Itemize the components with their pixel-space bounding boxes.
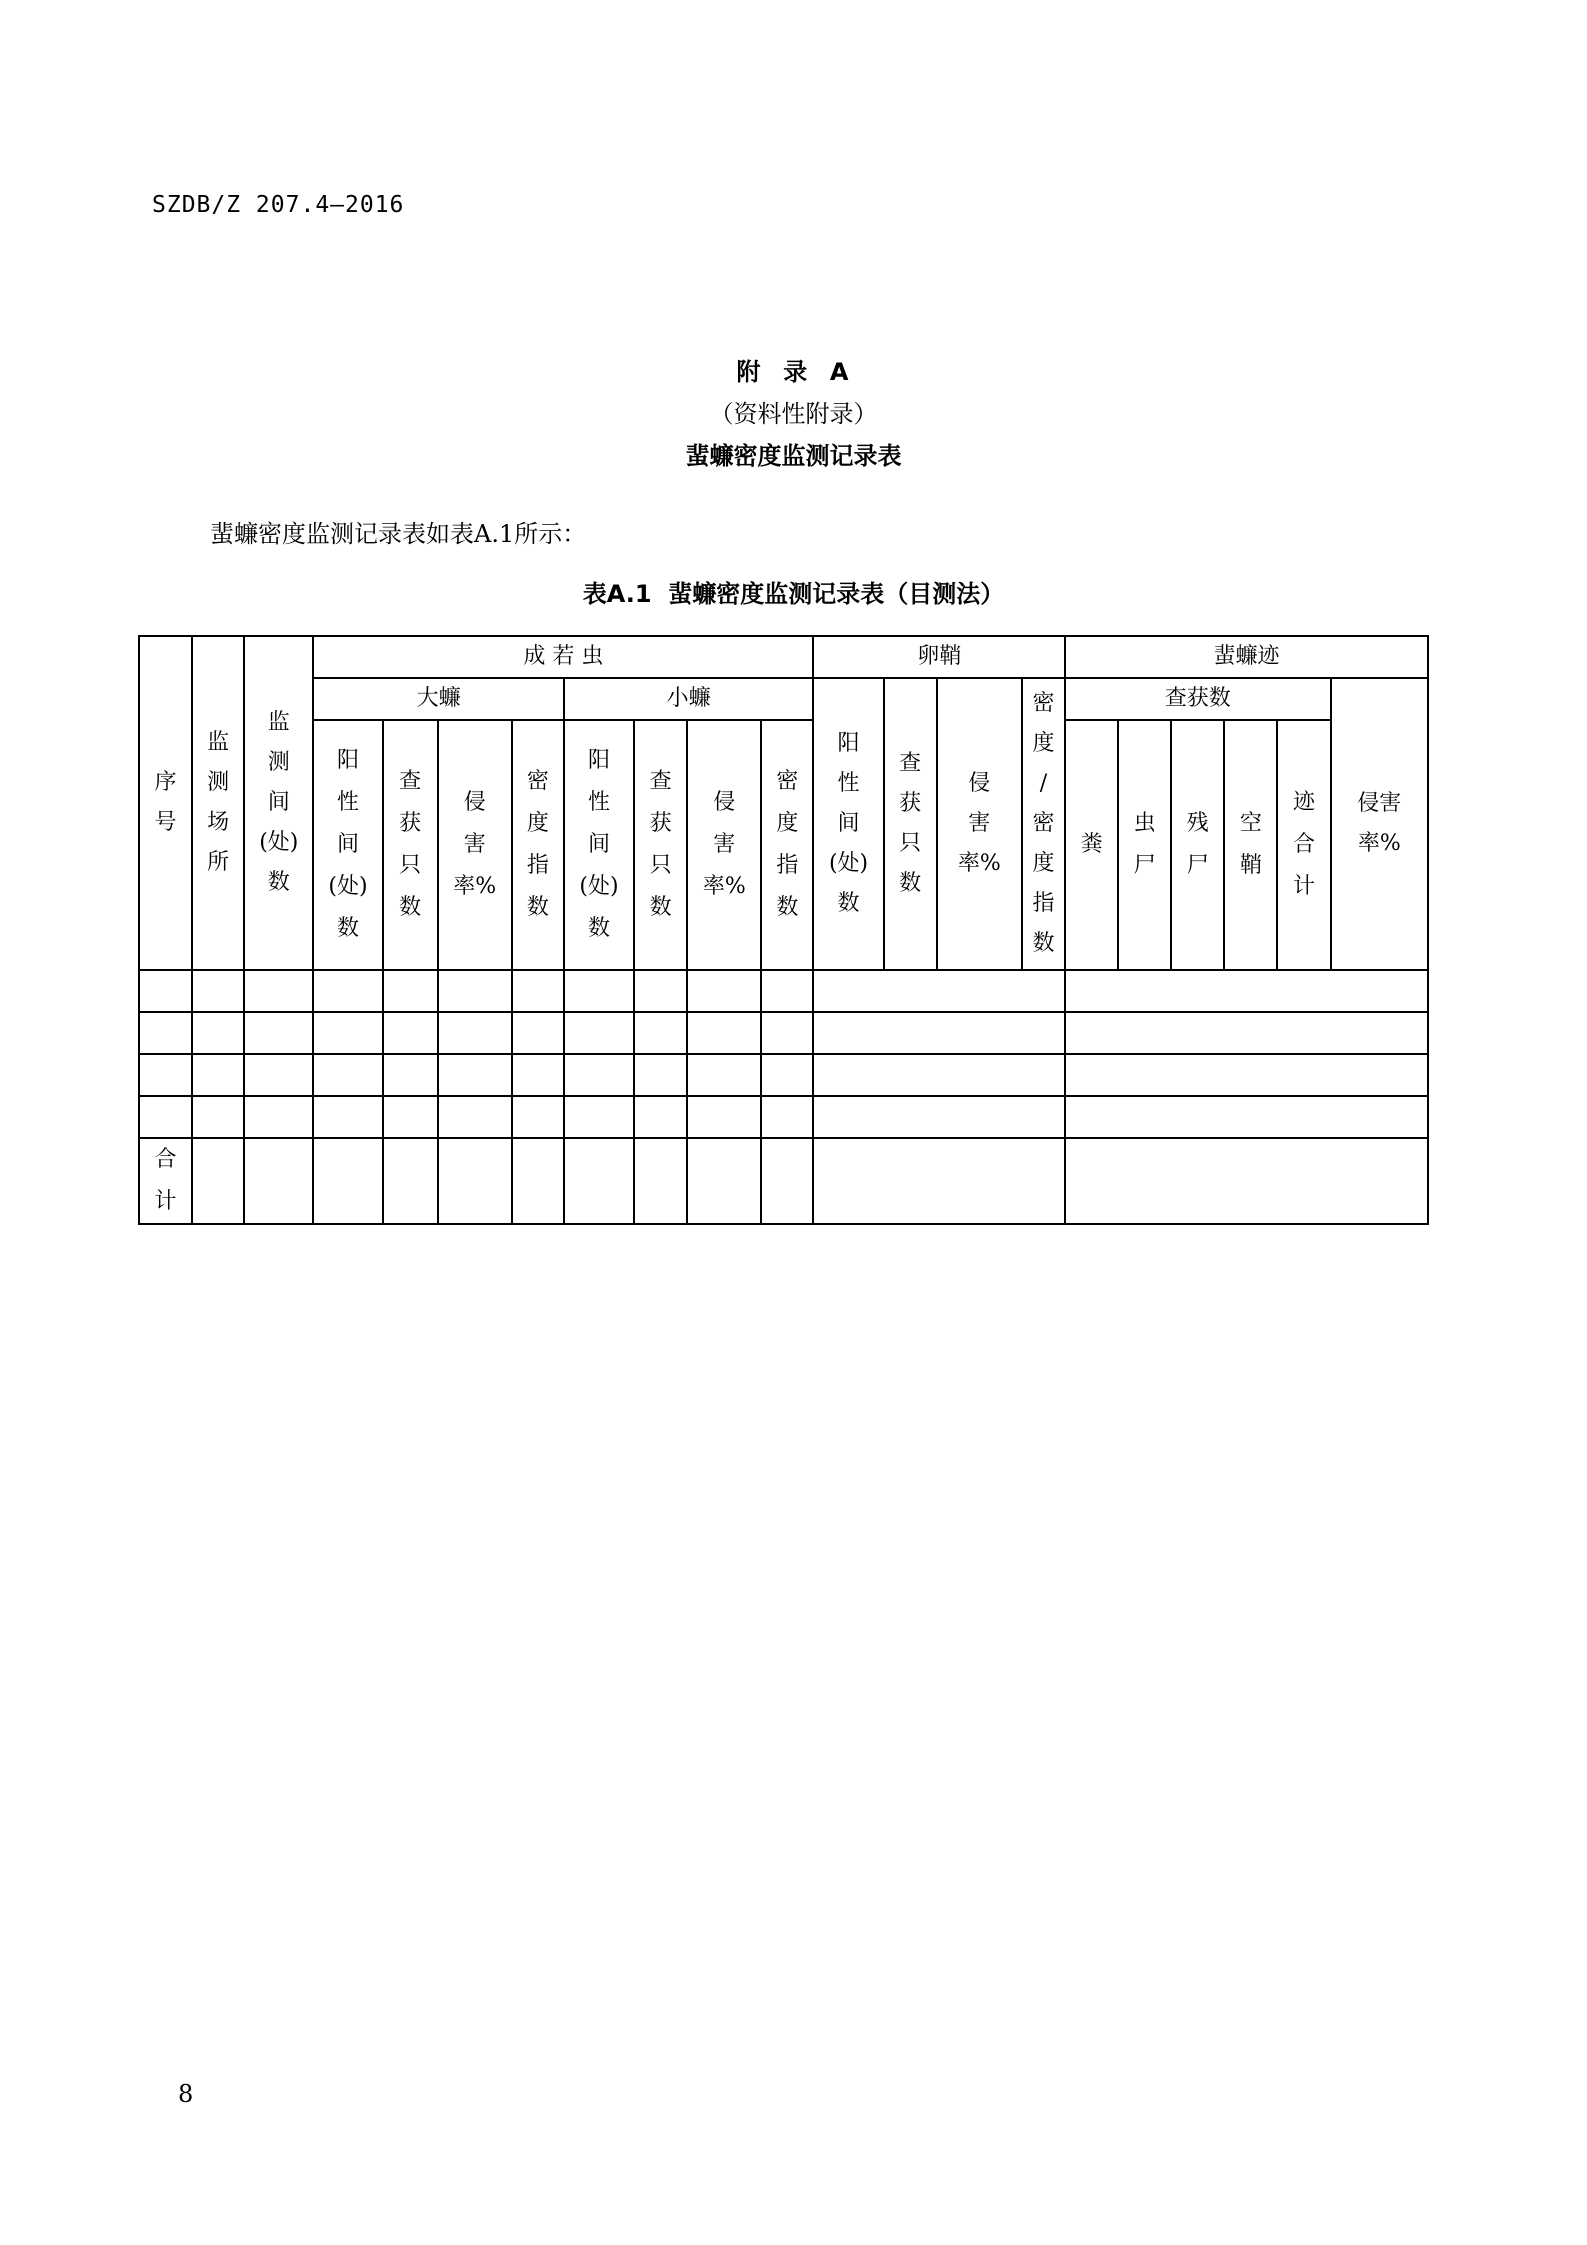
table-caption: 表A.1 蜚蠊密度监测记录表（目测法） [582, 580, 1005, 608]
header-egg-caught: 查 获 只 数 [884, 678, 937, 970]
header-site: 监 测 场 所 [192, 636, 244, 970]
header-small-positive-rooms: 阳 性 间 (处) 数 [564, 720, 634, 970]
table-total-row [139, 1138, 1428, 1224]
header-large-cockroach: 大蠊 [313, 678, 564, 720]
header-small-caught: 查 获 只 数 [634, 720, 687, 970]
page-number: 8 [178, 2080, 194, 2108]
header-trace-infestation: 侵害 率% [1331, 678, 1428, 970]
header-large-density-index: 密 度 指 数 [512, 720, 564, 970]
header-corpse: 虫 尸 [1118, 720, 1171, 970]
header-small-density-index: 密 度 指 数 [761, 720, 813, 970]
header-empty-sheath: 空 鞘 [1224, 720, 1277, 970]
header-small-infestation: 侵 害 率% [687, 720, 761, 970]
intro-paragraph: 蜚蠊密度监测记录表如表A.1所示： [210, 520, 587, 548]
monitoring-record-table [138, 635, 1429, 1225]
header-large-caught: 查 获 只 数 [383, 720, 438, 970]
header-egg-sheath: 卵鞘 [813, 636, 1065, 678]
header-trace-total: 迹 合 计 [1277, 720, 1330, 970]
table-row [139, 1054, 1428, 1096]
table-row [139, 1012, 1428, 1054]
header-egg-infestation: 侵 害 率% [937, 678, 1022, 970]
header-rooms: 监 测 间 (处) 数 [244, 636, 313, 970]
table-row [139, 970, 1428, 1012]
header-large-positive-rooms: 阳 性 间 (处) 数 [313, 720, 382, 970]
header-cockroach-trace: 蜚蠊迹 [1065, 636, 1428, 678]
header-small-cockroach: 小蠊 [564, 678, 814, 720]
table-row [139, 1096, 1428, 1138]
header-adult-nymph: 成 若 虫 [313, 636, 813, 678]
appendix-title: 附 录 A [736, 358, 851, 386]
header-seq: 序 号 [139, 636, 192, 970]
header-feces: 粪 [1065, 720, 1118, 970]
total-label: 合 计 [139, 1138, 192, 1224]
header-remains: 残 尸 [1171, 720, 1224, 970]
header-found-count: 查获数 [1065, 678, 1331, 720]
appendix-name: 蜚蠊密度监测记录表 [685, 442, 902, 470]
header-large-infestation: 侵 害 率% [438, 720, 512, 970]
header-egg-positive-rooms: 阳 性 间 (处) 数 [813, 678, 883, 970]
header-egg-density: 密 度 / 密 度 指 数 [1022, 678, 1065, 970]
appendix-subtitle: （资料性附录） [709, 400, 878, 428]
document-code: SZDB/Z 207.4—2016 [152, 192, 405, 218]
